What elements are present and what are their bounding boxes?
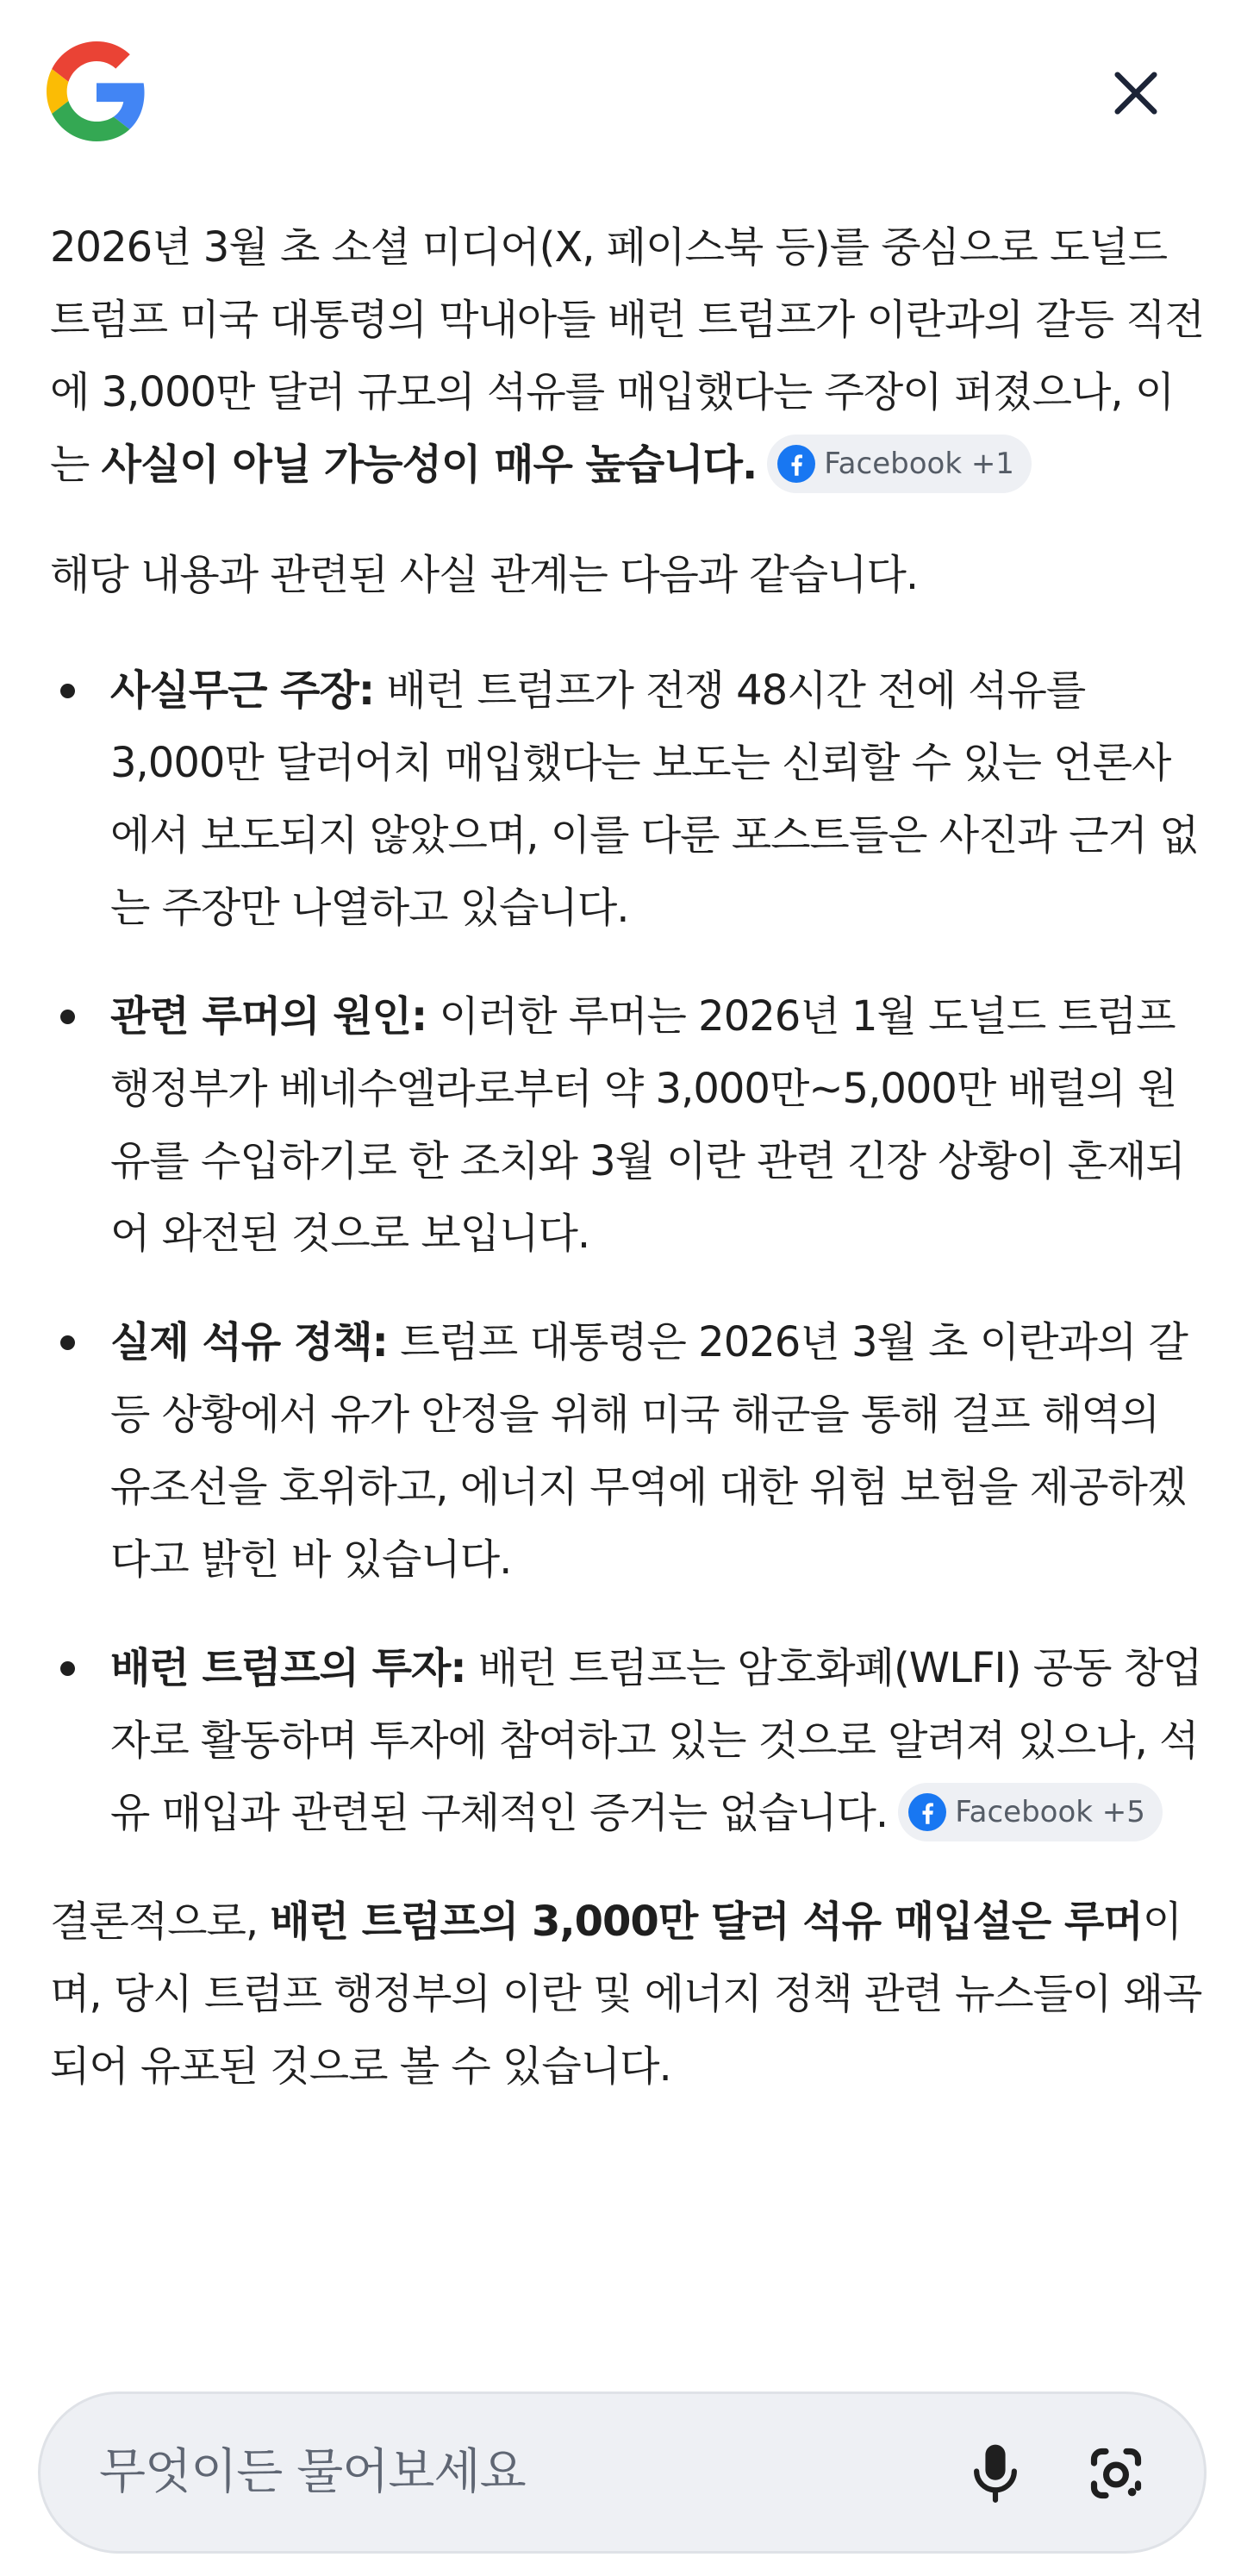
facebook-icon bbox=[777, 445, 815, 483]
list-item bbox=[50, 1632, 1205, 1849]
facebook-icon bbox=[908, 1793, 946, 1831]
conclusion-text: 결론적으로, bbox=[50, 1898, 271, 1946]
google-lens-icon bbox=[1085, 2442, 1147, 2504]
list-item bbox=[50, 1306, 1205, 1596]
summary-text: 2026년 3월 초 소셜 미디어(X, 페이스북 등)를 중심으로 도널드 트럼프 미국 대통령의 막내아들 배런 트럼프가 이란과의 갈등 직전에 3,000만 달러 규모의 석유를 매입했다는 주장이 퍼졌으나, 이는 bbox=[50, 223, 1205, 489]
list-item-title: 사실무근 주장: bbox=[110, 666, 375, 715]
summary-bold: 사실이 아닐 가능성이 매우 높습니다 bbox=[101, 441, 743, 489]
source-chip-label: Facebook +5 bbox=[955, 1795, 1145, 1829]
fact-list bbox=[50, 654, 1205, 1849]
list-item bbox=[50, 980, 1205, 1270]
list-item-title: 실제 석유 정책: bbox=[110, 1318, 388, 1366]
source-chip-facebook[interactable] bbox=[898, 1783, 1163, 1841]
list-item-text: 트럼프 대통령은 2026년 3월 초 이란과의 갈등 상황에서 유가 안정을 위해 미국 해군을 통해 걸프 해역의 유조선을 호위하고, 에너지 무역에 대한 위험 보험을 제공하겠다고 밝힌 바 있습니다. bbox=[110, 1318, 1188, 1584]
ask-input-placeholder[interactable]: 무엇이든 물어보세요 bbox=[99, 2444, 526, 2500]
list-item-text: 배런 트럼프는 암호화폐(WLFI) 공동 창업자로 활동하며 투자에 참여하고 있는 것으로 알려져 있으나, 석유 매입과 관련된 구체적인 증거는 없습니다. bbox=[110, 1644, 1202, 1837]
source-chip-facebook[interactable] bbox=[767, 435, 1032, 493]
answer-summary bbox=[50, 211, 1205, 501]
list-item-title: 배런 트럼프의 투자: bbox=[110, 1644, 466, 1692]
source-chip-label: Facebook +1 bbox=[824, 447, 1014, 481]
lens-search-button[interactable] bbox=[1075, 2432, 1157, 2515]
answer-content bbox=[50, 211, 1205, 2103]
conclusion-end: 이며, 당시 트럼프 행정부의 이란 및 에너지 정책 관련 뉴스들이 왜곡되어 유포된 것으로 볼 수 있습니다. bbox=[50, 1898, 1202, 2091]
microphone-icon bbox=[968, 2442, 1023, 2504]
ask-input-bar[interactable] bbox=[38, 2392, 1207, 2554]
conclusion bbox=[50, 1885, 1205, 2103]
list-item-text: 이러한 루머는 2026년 1월 도널드 트럼프 행정부가 베네수엘라로부터 약 3,000만~5,000만 배럴의 원유를 수입하기로 한 조치와 3월 이란 관련 긴장 상황이 혼재되어 와전된 것으로 보입니다. bbox=[110, 992, 1185, 1258]
list-item-title: 관련 루머의 원인: bbox=[110, 992, 427, 1041]
conclusion-bold: 배런 트럼프의 3,000만 달러 석유 매입설은 루머 bbox=[270, 1898, 1143, 1946]
voice-search-button[interactable] bbox=[954, 2432, 1037, 2515]
summary-end: . bbox=[742, 441, 758, 489]
google-logo-icon bbox=[47, 41, 147, 141]
close-icon bbox=[1108, 66, 1163, 121]
list-item bbox=[50, 654, 1205, 944]
close-button[interactable] bbox=[1094, 52, 1177, 134]
list-item-text: 배런 트럼프가 전쟁 48시간 전에 석유를 3,000만 달러어치 매입했다는 보도는 신뢰할 수 있는 언론사에서 보도되지 않았으며, 이를 다룬 포스트들은 사진과 근거 없는 주장만 나열하고 있습니다. bbox=[110, 666, 1199, 932]
top-bar bbox=[0, 0, 1241, 190]
intro-text: 해당 내용과 관련된 사실 관계는 다음과 같습니다. bbox=[50, 551, 919, 599]
